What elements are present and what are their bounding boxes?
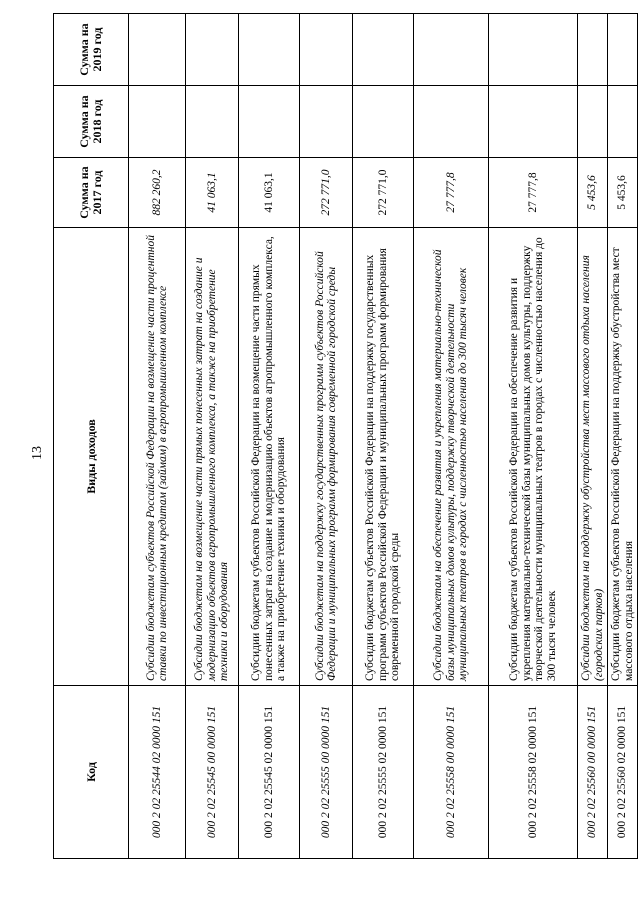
row-name: Субсидии бюджетам субъектов Российской Федерации на поддержку обустройства мест массового отдыха населения (608, 228, 638, 686)
row-name: Субсидии бюджетам на возмещение части прямых понесенных затрат на создание и модернизацию объектов агропромышленного комплекса, а также на приобретение техники и оборудования (186, 228, 239, 686)
row-sum-2018 (489, 86, 578, 158)
row-code: 000 2 02 25560 00 0000 151 (578, 686, 608, 859)
table-row (186, 14, 239, 859)
row-sum-2017: 272 771,0 (353, 158, 414, 228)
revenue-table (53, 13, 638, 859)
row-sum-2017: 41 063,1 (186, 158, 239, 228)
page-number: 13 (30, 446, 45, 460)
row-code: 000 2 02 25544 02 0000 151 (129, 686, 186, 859)
row-code: 000 2 02 25555 02 0000 151 (353, 686, 414, 859)
row-sum-2017: 882 260,2 (129, 158, 186, 228)
row-name: Субсидии бюджетам субъектов Российской Федерации на обеспечение развития и укрепления материально-технической базы муниципальных домов культуры, поддержку творческой деятельности муниципальных театров в городах с численностью населения до 300 тысяч человек (489, 228, 578, 686)
row-sum-2018 (578, 86, 608, 158)
row-sum-2018 (300, 86, 353, 158)
row-sum-2018 (186, 86, 239, 158)
row-sum-2018 (129, 86, 186, 158)
row-code: 000 2 02 25545 02 0000 151 (239, 686, 300, 859)
row-sum-2019 (353, 14, 414, 86)
row-sum-2017: 5 453,6 (578, 158, 608, 228)
row-sum-2019 (489, 14, 578, 86)
header-name: Виды доходов (54, 228, 129, 686)
table-row (414, 14, 489, 859)
row-code: 000 2 02 25555 00 0000 151 (300, 686, 353, 859)
table-row (300, 14, 353, 859)
row-name: Субсидии бюджетам субъектов Российской Федерации на поддержку государственных программ субъектов Российской Федерации и муниципальных программ формирования современной городской среды (353, 228, 414, 686)
table-row (353, 14, 414, 859)
table-row (608, 14, 638, 859)
row-sum-2018 (353, 86, 414, 158)
row-sum-2018 (414, 86, 489, 158)
header-code: Код (54, 686, 129, 859)
row-sum-2019 (129, 14, 186, 86)
table-row (129, 14, 186, 859)
row-sum-2019 (608, 14, 638, 86)
header-sum-2018: Сумма на 2018 год (54, 86, 129, 158)
header-sum-2019: Сумма на 2019 год (54, 14, 129, 86)
header-sum-2017: Сумма на 2017 год (54, 158, 129, 228)
row-sum-2018 (608, 86, 638, 158)
row-name: Субсидии бюджетам на поддержку государственных программ субъектов Российской Федерации и муниципальных программ формирования современной городской среды (300, 228, 353, 686)
row-name: Субсидии бюджетам субъектов Российской Федерации на возмещение части прямых понесенных затрат на создание и модернизацию объектов агропромышленного комплекса, а также на приобретение техники и оборудования (239, 228, 300, 686)
table-header-row (54, 14, 129, 859)
row-sum-2019 (414, 14, 489, 86)
row-sum-2019 (186, 14, 239, 86)
row-name: Субсидии бюджетам субъектов Российской Федерации на возмещение части процентной ставки по инвестиционным кредитам (займам) в агропромышленном комплексе (129, 228, 186, 686)
row-sum-2019 (578, 14, 608, 86)
row-sum-2017: 5 453,6 (608, 158, 638, 228)
row-name: Субсидии бюджетам на обеспечение развития и укрепления материально-технической базы муниципальных домов культуры, поддержку творческой деятельности муниципальных театров в городах с численностью населения до 300 тысяч человек (414, 228, 489, 686)
row-sum-2017: 41 063,1 (239, 158, 300, 228)
row-sum-2019 (300, 14, 353, 86)
row-code: 000 2 02 25558 00 0000 151 (414, 686, 489, 859)
table-row (489, 14, 578, 859)
row-sum-2019 (239, 14, 300, 86)
row-name: Субсидии бюджетам на поддержку обустройства мест массового отдыха населения (городских парков) (578, 228, 608, 686)
row-sum-2017: 272 771,0 (300, 158, 353, 228)
row-code: 000 2 02 25558 02 0000 151 (489, 686, 578, 859)
row-sum-2017: 27 777,8 (414, 158, 489, 228)
table-row (578, 14, 608, 859)
row-sum-2017: 27 777,8 (489, 158, 578, 228)
table-row (239, 14, 300, 859)
row-code: 000 2 02 25560 02 0000 151 (608, 686, 638, 859)
row-code: 000 2 02 25545 00 0000 151 (186, 686, 239, 859)
row-sum-2018 (239, 86, 300, 158)
